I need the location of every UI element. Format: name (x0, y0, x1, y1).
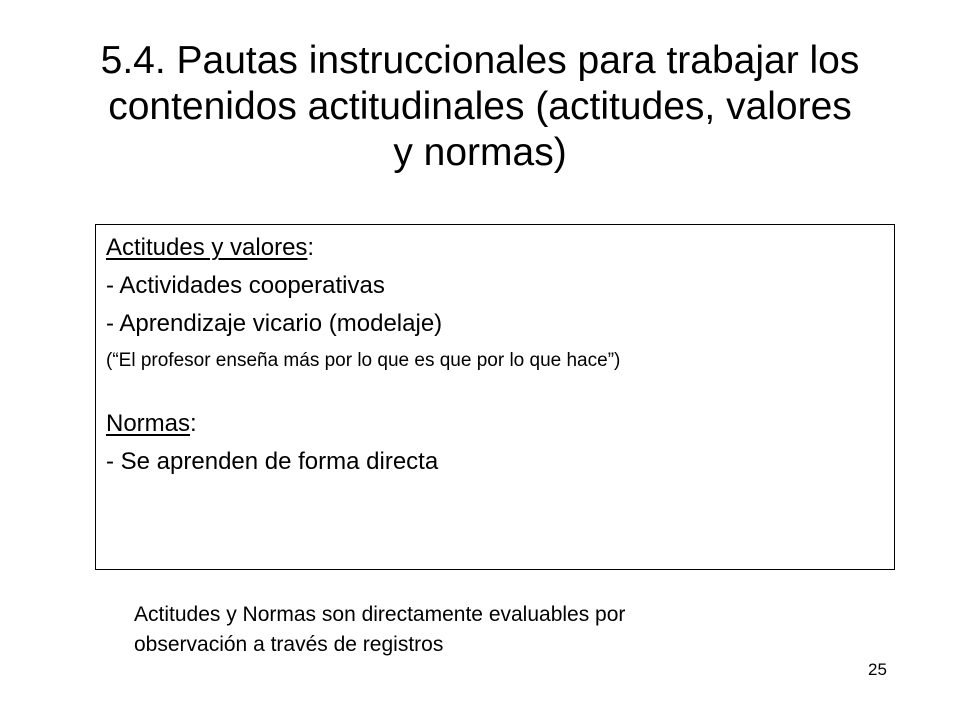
footnote-line-1: Actitudes y Normas son directamente evaluables por (134, 603, 626, 626)
section-heading-actitudes-colon: : (307, 234, 315, 261)
section-heading-normas (106, 405, 894, 443)
slide-title (40, 38, 920, 176)
list-item-aprendizaje: - Aprendizaje vicario (modelaje) (106, 310, 443, 337)
page-number: 25 (868, 660, 887, 679)
footnote (134, 600, 834, 660)
title-line-2: contenidos actitudinales (actitudes, valores (108, 85, 852, 128)
title-line-3: y normas) (393, 131, 567, 174)
quote-text: (“El profesor enseña más por lo que es que por lo que hace”) (106, 350, 621, 371)
section-heading-normas-colon: : (190, 410, 197, 437)
section-heading-normas-text: Normas (106, 410, 191, 437)
content-box (95, 224, 895, 570)
section-heading-actitudes-text: Actitudes y valores (106, 234, 308, 261)
footnote-line-2: observación a través de registros (134, 633, 444, 656)
title-line-1: 5.4. Pautas instruccionales para trabajar los (100, 39, 860, 82)
list-item-actividades: - Actividades cooperativas (106, 272, 385, 299)
list-item-se-aprenden: - Se aprenden de forma directa (106, 448, 439, 475)
section-heading-actitudes (106, 229, 894, 267)
